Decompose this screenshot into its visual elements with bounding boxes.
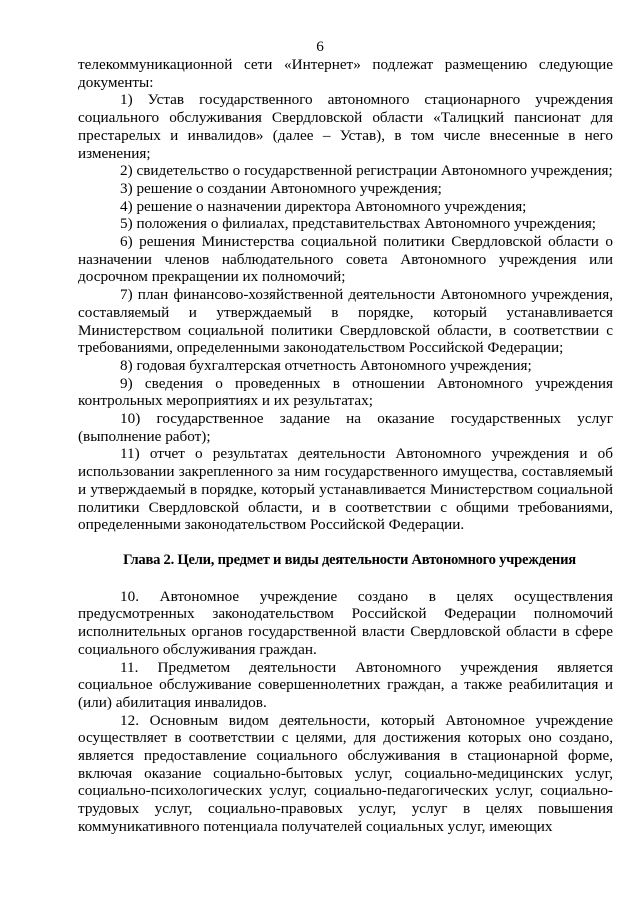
list-item-7: 7) план финансово-хозяйственной деятельности Автономного учреждения, составляемый и утверждаемый в порядке, который устанавливается Министерством социальной политики Свердловской области, в соответствии с требованиями, определенными законодательством Российской Федерации; [78, 286, 613, 357]
list-item-9: 9) сведения о проведенных в отношении Автономного учреждения контрольных мероприятиях и их результатах; [78, 374, 613, 410]
chapter-paragraph-12: 12. Основным видом деятельности, который Автономное учреждение осуществляет в соответствии с целями, для достижения которых оно создано, является предоставление социального обслуживания в стационарной форме, включая оказание социально-бытовых услуг, социально-медицинских услуг, социально-психологических услуг, социально-педагогических услуг, социально-трудовых услуг, социально-правовых услуг, услуг в целях повышения коммуникативного потенциала получателей социальных услуг, имеющих [78, 711, 613, 835]
chapter-paragraph-11: 11. Предметом деятельности Автономного учреждения является социальное обслуживание совершеннолетних граждан, а также реабилитация и (или) абилитация инвалидов. [78, 658, 613, 711]
list-item-5: 5) положения о филиалах, представительствах Автономного учреждения; [120, 215, 597, 233]
page-number: 6 [316, 38, 324, 55]
list-item-8: 8) годовая бухгалтерская отчетность Автономного учреждения; [120, 356, 532, 374]
chapter-paragraph-10: 10. Автономное учреждение создано в целях осуществления предусмотренных законодательством Российской Федерации полномочий исполнительных органов государственной власти Свердловской области в сфере социального обслуживания граждан. [78, 587, 613, 658]
list-item-6: 6) решения Министерства социальной политики Свердловской области о назначении членов наблюдательного совета Автономного учреждения или досрочном прекращении их полномочий; [78, 233, 613, 286]
list-item-4: 4) решение о назначении директора Автономного учреждения; [120, 197, 527, 215]
intro-paragraph: телекоммуникационной сети «Интернет» подлежат размещению следующие документы: [78, 56, 613, 91]
chapter-heading: Глава 2. Цели, предмет и виды деятельности Автономного учреждения [123, 551, 576, 568]
page-body [78, 56, 613, 836]
list-item-3: 3) решение о создании Автономного учреждения; [120, 179, 442, 197]
list-item-11: 11) отчет о результатах деятельности Автономного учреждения и об использовании закрепленного за ним государственного имущества, составляемый и утверждаемый в порядке, который устанавливается Министерством социальной политики Свердловской области, и в соответствии с общими требованиями, определенными законодательством Российской Федерации. [78, 445, 613, 534]
list-item-2: 2) свидетельство о государственной регистрации Автономного учреждения; [120, 162, 613, 180]
list-item-1: 1) Устав государственного автономного стационарного учреждения социального обслуживания Свердловской области «Талицкий пансионат для престарелых и инвалидов» (далее – Устав), в том числе внесенные в него изменения; [78, 91, 613, 162]
list-item-10: 10) государственное задание на оказание государственных услуг (выполнение работ); [78, 410, 613, 445]
